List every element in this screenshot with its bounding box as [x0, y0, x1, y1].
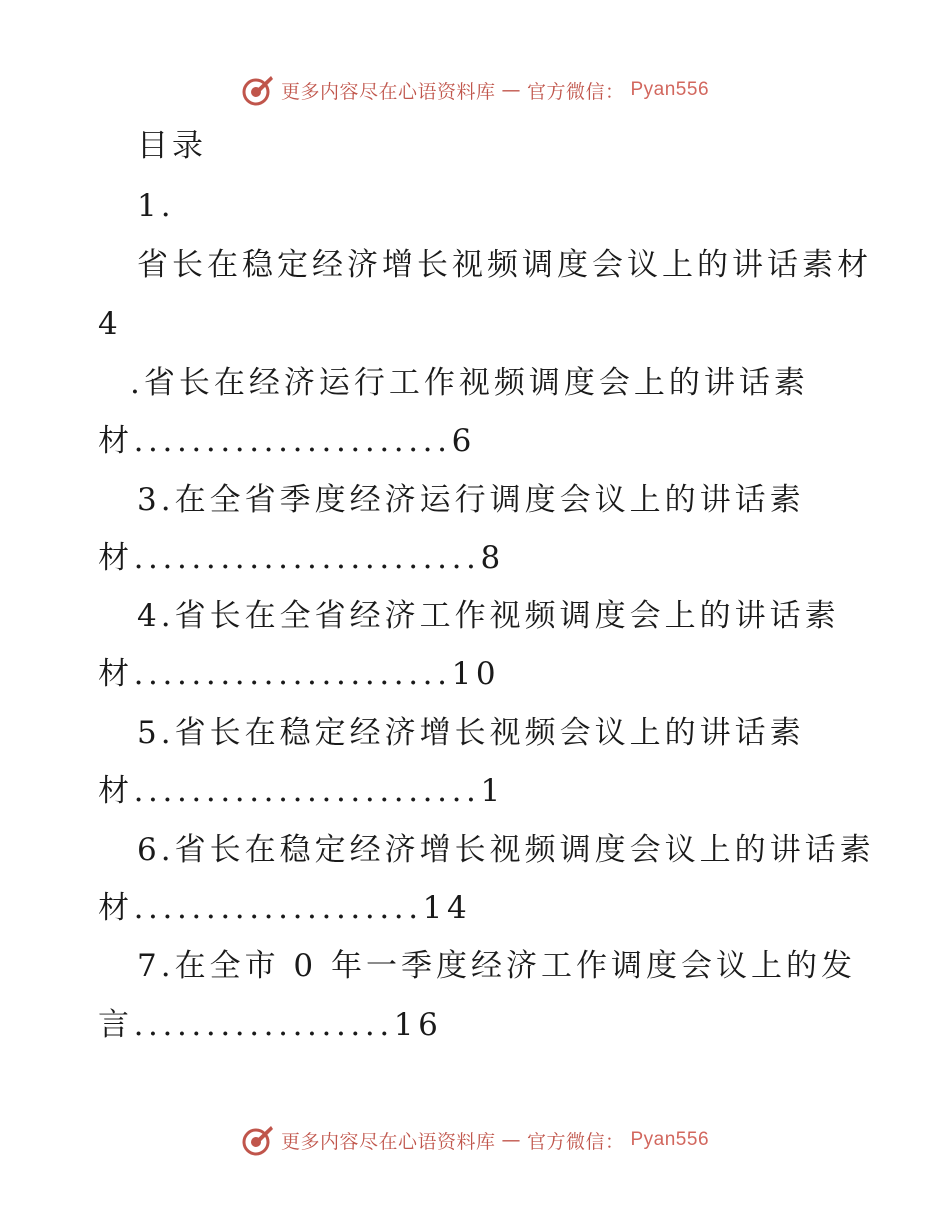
toc-line: 言..................16: [98, 1007, 443, 1043]
watermark-brand: 更多内容尽在心语资料库: [280, 80, 496, 103]
watermark-dash: —: [501, 1129, 521, 1151]
toc-line: 材......................6: [98, 423, 476, 459]
quill-circle-icon: [241, 1123, 275, 1157]
watermark-header: [0, 70, 950, 110]
toc-line: 3.在全省季度经济运行调度会议上的讲话素: [137, 482, 805, 518]
watermark-official-label: 官方微信：: [526, 1130, 625, 1153]
watermark-footer: [0, 1120, 950, 1160]
toc-line: 省长在稳定经济增长视频调度会议上的讲话素材: [137, 247, 872, 283]
toc-line: 5.省长在稳定经济增长视频会议上的讲话素: [137, 715, 805, 751]
toc-line: 1.: [137, 188, 175, 224]
toc-line: 材........................1: [98, 773, 505, 809]
toc-line: 材......................10: [98, 656, 501, 692]
toc-line: 4: [98, 306, 122, 342]
watermark-wechat-id: Pyan556: [630, 79, 710, 100]
toc-line: 材........................8: [98, 540, 505, 576]
toc-line: 6.省长在稳定经济增长视频调度会议上的讲话素: [137, 832, 875, 868]
quill-circle-icon: [241, 73, 275, 107]
toc-line: 7.在全市 0 年一季度经济工作调度会议上的发: [137, 948, 857, 984]
toc-line: 材....................14: [98, 890, 472, 926]
toc-line: .省长在经济运行工作视频调度会上的讲话素: [130, 365, 809, 401]
watermark-official-label: 官方微信：: [526, 80, 625, 103]
toc-heading: 目录: [137, 128, 207, 164]
watermark-brand: 更多内容尽在心语资料库: [280, 1130, 496, 1153]
watermark-dash: —: [501, 79, 521, 101]
toc-line: 4.省长在全省经济工作视频调度会上的讲话素: [137, 598, 840, 634]
watermark-wechat-id: Pyan556: [630, 1129, 710, 1150]
